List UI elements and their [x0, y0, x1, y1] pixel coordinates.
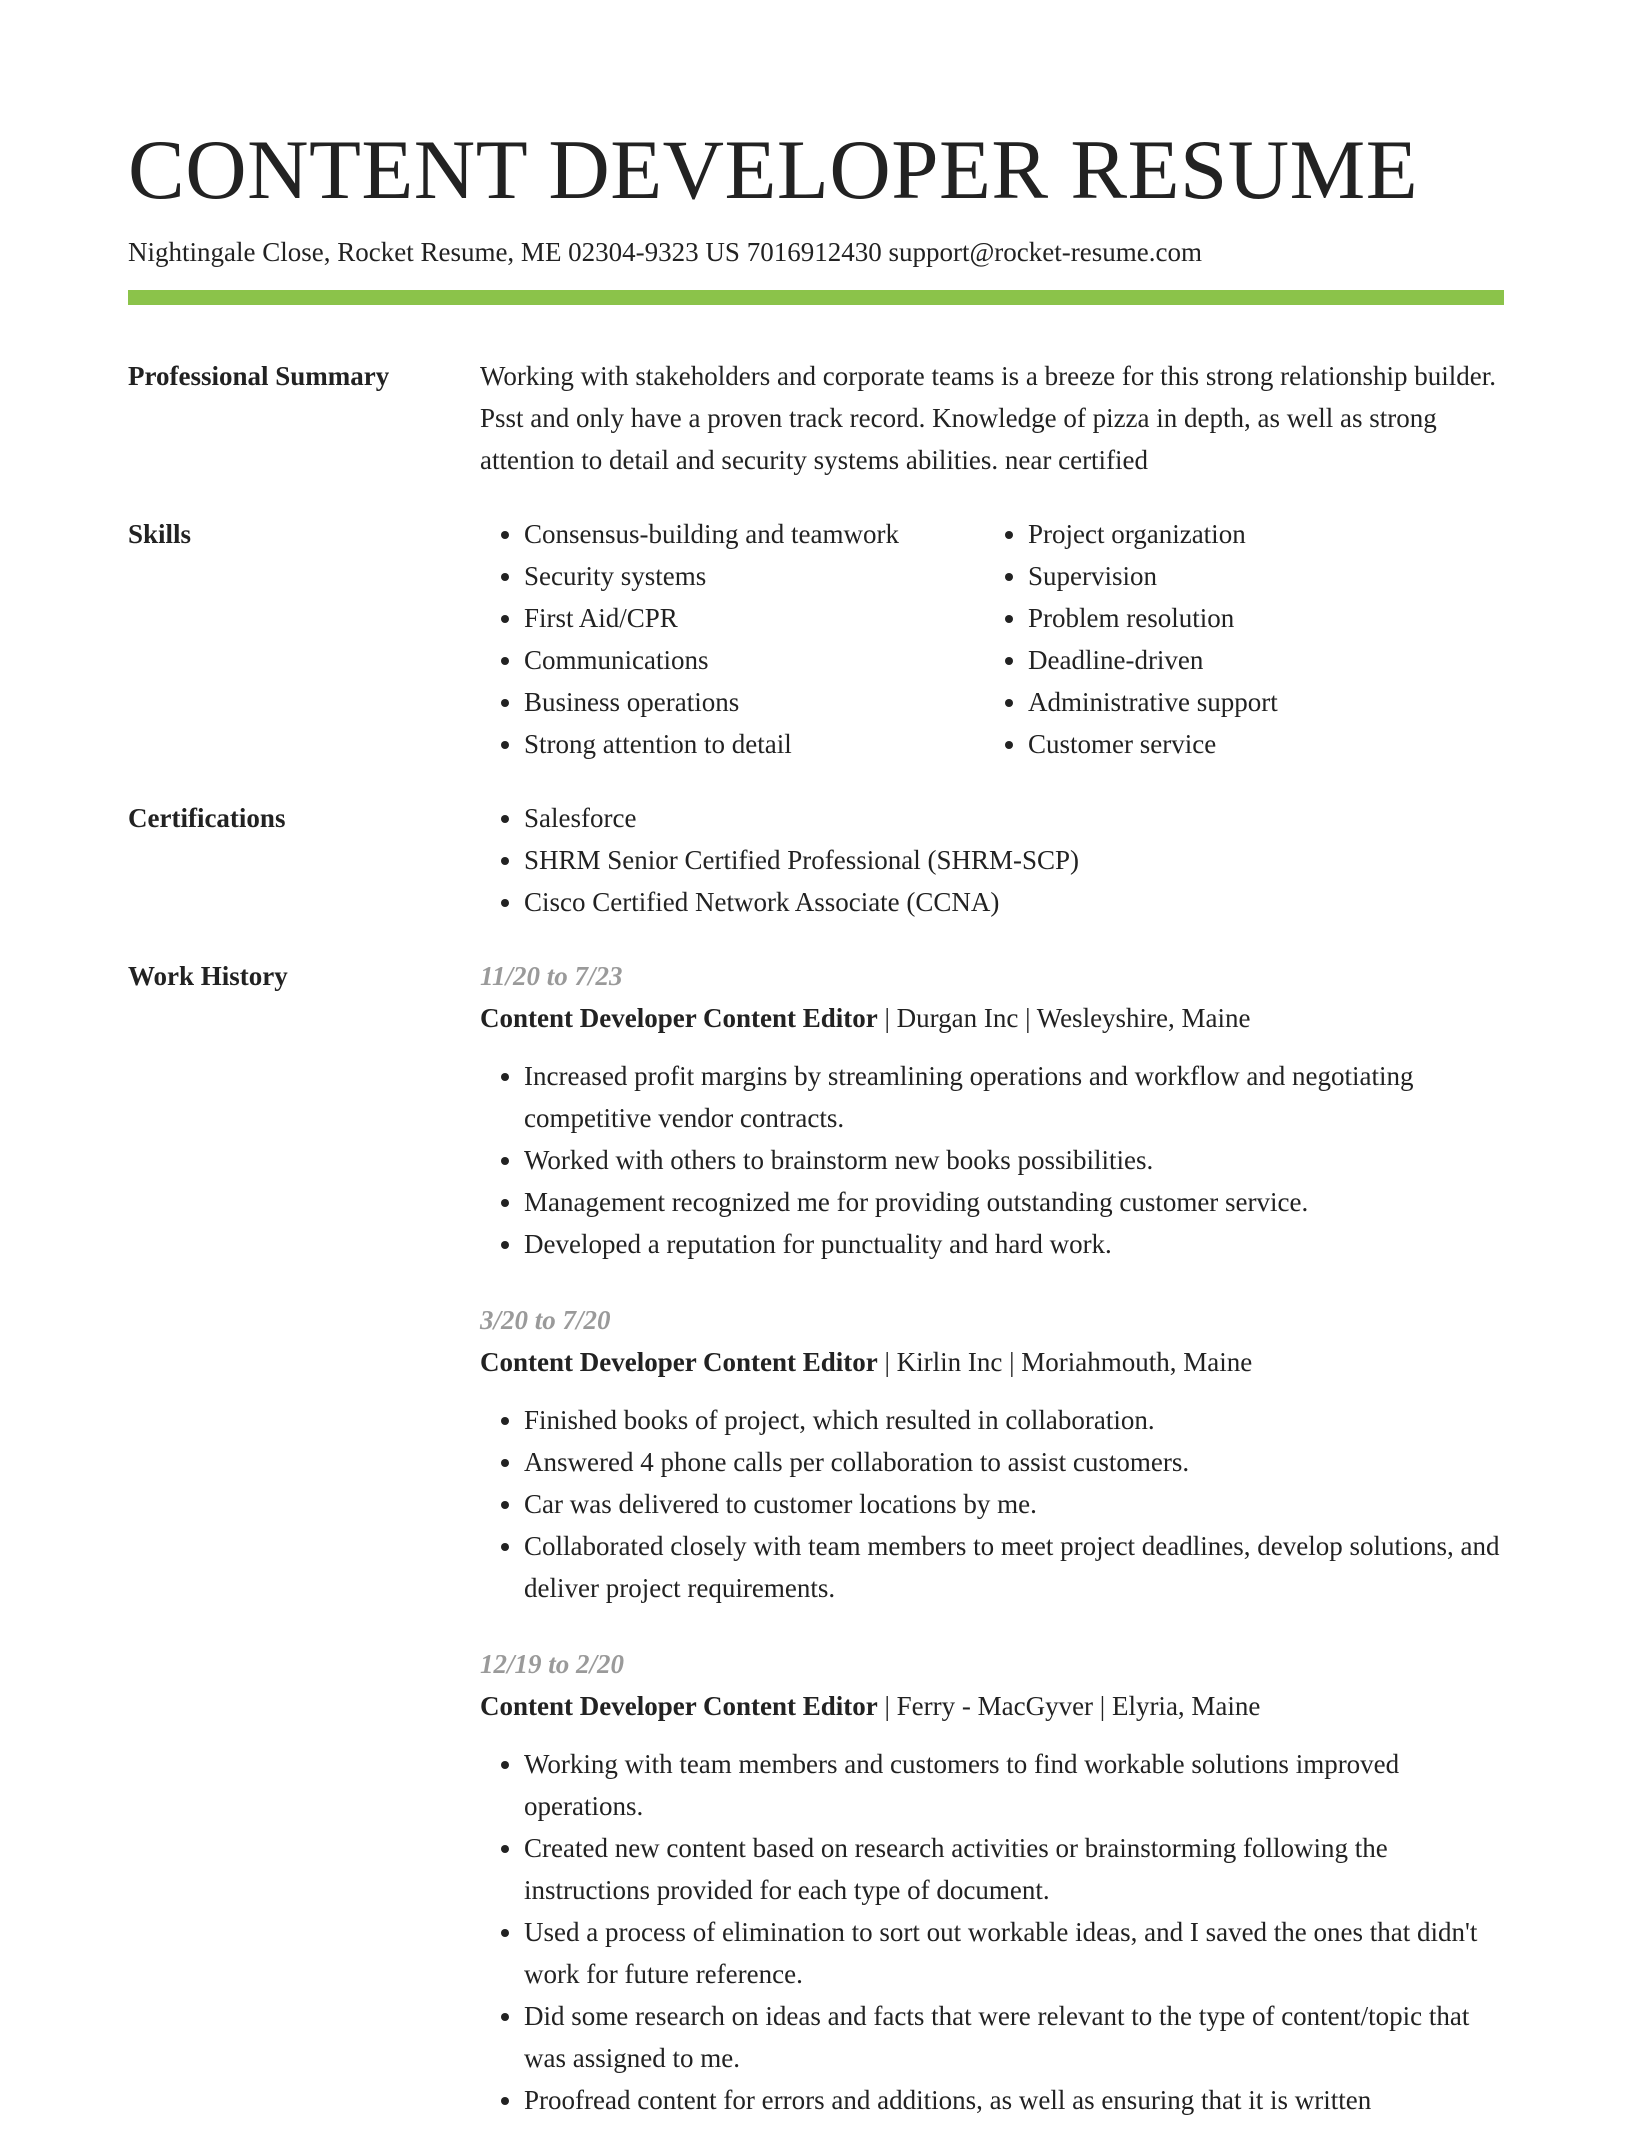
job-bullet: • Answered 4 phone calls per collaboration to assist customers. — [524, 1441, 1504, 1483]
job-title: Content Developer Content Editor — [480, 1003, 878, 1033]
section-label-skills: Skills — [128, 519, 192, 549]
header-divider — [128, 290, 1504, 305]
skill-item: • Deadline-driven — [1028, 639, 1488, 681]
job-bullet: • Management recognized me for providing outstanding customer service. — [524, 1181, 1504, 1223]
job-bullet: • Used a process of elimination to sort out workable ideas, and I saved the ones that didn't work for future reference. — [524, 1911, 1504, 1995]
job-bullets — [480, 1399, 1504, 1609]
job-bullet: • Proofread content for errors and additions, as well as ensuring that it is written — [524, 2079, 1504, 2121]
job-title: Content Developer Content Editor — [480, 1691, 878, 1721]
skill-item: • Project organization — [1028, 513, 1488, 555]
work-history-body — [480, 955, 1504, 2155]
job-bullet: • Created new content based on research activities or brainstorming following the instructions provided for each type of document. — [524, 1827, 1504, 1911]
certification-item: • Cisco Certified Network Associate (CCNA) — [524, 881, 1504, 923]
certification-item: • SHRM Senior Certified Professional (SHRM-SCP) — [524, 839, 1504, 881]
skills-list-right — [984, 513, 1488, 765]
skill-item: • Customer service — [1028, 723, 1488, 765]
job-heading — [480, 997, 1504, 1039]
job-heading — [480, 1685, 1504, 1727]
job-bullet: • Worked with others to brainstorm new books possibilities. — [524, 1139, 1504, 1181]
resume-page — [128, 120, 1504, 2155]
section-label-summary: Professional Summary — [128, 361, 390, 391]
skills-section — [128, 513, 1504, 765]
job-employer-location: | Ferry - MacGyver | Elyria, Maine — [877, 1691, 1261, 1721]
skills-list-left — [480, 513, 984, 765]
skill-item: • First Aid/CPR — [524, 597, 984, 639]
skill-item: • Problem resolution — [1028, 597, 1488, 639]
job-entry — [480, 955, 1504, 1265]
job-dates: 3/20 to 7/20 — [480, 1305, 611, 1335]
job-title: Content Developer Content Editor — [480, 1347, 878, 1377]
skill-item: • Strong attention to detail — [524, 723, 984, 765]
job-bullet: • Finished books of project, which resulted in collaboration. — [524, 1399, 1504, 1441]
skill-item: • Administrative support — [1028, 681, 1488, 723]
skill-item: • Business operations — [524, 681, 984, 723]
skill-item: • Communications — [524, 639, 984, 681]
certifications-section — [128, 797, 1504, 923]
job-employer-location: | Kirlin Inc | Moriahmouth, Maine — [877, 1347, 1253, 1377]
skill-item: • Security systems — [524, 555, 984, 597]
job-dates: 11/20 to 7/23 — [480, 961, 623, 991]
job-entry — [480, 1643, 1504, 2121]
job-bullet: • Collaborated closely with team members to meet project deadlines, develop solutions, and deliver project requirements. — [524, 1525, 1504, 1609]
professional-summary-section — [128, 355, 1504, 481]
skills-columns — [480, 513, 1504, 765]
summary-text: Working with stakeholders and corporate teams is a breeze for this strong relationship builder. Psst and only have a proven track record. Knowledge of pizza in depth, as well as strong attention to detail and security systems abilities. near certified — [480, 361, 1497, 475]
certifications-list — [480, 797, 1504, 923]
job-bullet: • Increased profit margins by streamlining operations and workflow and negotiating competitive vendor contracts. — [524, 1055, 1504, 1139]
job-bullet: • Did some research on ideas and facts that were relevant to the type of content/topic that was assigned to me. — [524, 1995, 1504, 2079]
job-heading — [480, 1341, 1504, 1383]
skill-item: • Consensus-building and teamwork — [524, 513, 984, 555]
job-bullet: • Working with team members and customers to find workable solutions improved operations. — [524, 1743, 1504, 1827]
job-bullet: • Car was delivered to customer locations by me. — [524, 1483, 1504, 1525]
contact-line: Nightingale Close, Rocket Resume, ME 02304-9323 US 7016912430 support@rocket-resume.com — [128, 237, 1202, 267]
job-bullets — [480, 1743, 1504, 2121]
resume-title: CONTENT DEVELOPER RESUME — [128, 123, 1419, 217]
certifications-body — [480, 797, 1504, 923]
job-bullets — [480, 1055, 1504, 1265]
section-label-work-history: Work History — [128, 961, 288, 991]
work-history-section — [128, 955, 1504, 2155]
skill-item: • Supervision — [1028, 555, 1488, 597]
job-bullet: • Developed a reputation for punctuality and hard work. — [524, 1223, 1504, 1265]
job-entry — [480, 1299, 1504, 1609]
certification-item: • Salesforce — [524, 797, 1504, 839]
job-dates: 12/19 to 2/20 — [480, 1649, 625, 1679]
job-employer-location: | Durgan Inc | Wesleyshire, Maine — [877, 1003, 1251, 1033]
section-label-certifications: Certifications — [128, 803, 286, 833]
